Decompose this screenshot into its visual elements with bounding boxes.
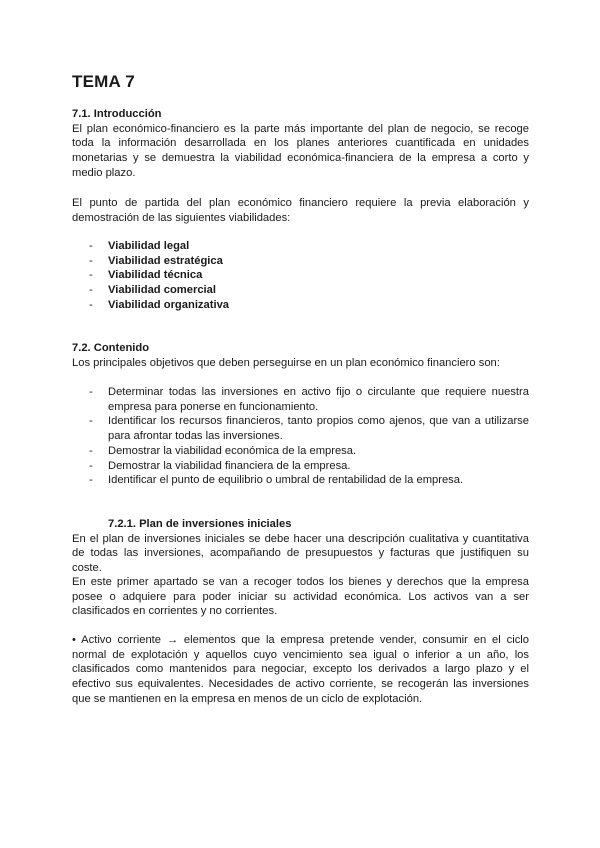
list-item: - Viabilidad estratégica (89, 254, 223, 267)
page-title: TEMA 7 (72, 72, 135, 91)
paragraph: Los principales objetivos que deben perseguirse en un plan económico financiero son: (72, 356, 500, 369)
list-item: - Viabilidad legal (89, 240, 190, 252)
section-7-1-paragraph-2 (72, 196, 529, 225)
section-7-2-1-paragraph-2 (72, 575, 529, 619)
section-heading: 7.1. Introducción (72, 108, 162, 120)
list-item: - Determinar todas las inversiones en activo fijo o circulante que requiere nuestra empresa para ponerse en funcionamiento. (89, 386, 529, 413)
list-item: - Viabilidad comercial (89, 284, 216, 297)
viabilities-list (72, 239, 529, 313)
paragraph: En este primer apartado se van a recoger todos los bienes y derechos que la empresa posee o adquiere para poder iniciar su actividad económica. Los activos van a ser clasificados en corrientes y no corrientes. (72, 576, 529, 618)
list-item: - Demostrar la viabilidad económica de la empresa. (89, 444, 357, 457)
list-item: - Identificar el punto de equilibrio o umbral de rentabilidad de la empresa. (89, 474, 464, 487)
list-item: - Identificar los recursos financieros, tanto propios como ajenos, que van a utilizarse para afrontar todas las inversiones. (89, 415, 529, 443)
list-item: - Viabilidad técnica (89, 269, 203, 282)
list-item: - Demostrar la viabilidad financiera de la empresa. (89, 459, 351, 472)
section-7-1 (72, 107, 529, 181)
list-item: - Viabilidad organizativa (89, 298, 230, 311)
paragraph: • Activo corriente → elementos que la empresa pretende vender, consumir en el ciclo normal de explotación y aquellos cuyo vencimiento sea igual o inferior a un año, los clasificados como mantenidos para negociar, excepto los derivados a largo plazo y el efectivo sus equivalentes. Necesidades de activo corriente, se recogerán las inversiones que se mantienen en la empresa en menos de un ciclo de explotación. (72, 634, 529, 705)
paragraph: El plan económico-financiero es la parte más importante del plan de negocio, se recoge toda la información desarrollada en los planes anteriores cuantificada en unidades monetarias y se demuestra la viabilidad económica-financiera de la empresa a corto y medio plazo. (72, 122, 529, 179)
paragraph: El punto de partida del plan económico financiero requiere la previa elaboración y demostración de las siguientes viabilidades: (72, 197, 529, 224)
section-heading: 7.2. Contenido (72, 342, 150, 354)
objectives-list (72, 385, 529, 488)
paragraph: En el plan de inversiones iniciales se debe hacer una descripción cualitativa y cuantitativa de todas las inversiones, acompañando de presupuestos y facturas que justifiquen su coste. (72, 532, 529, 575)
section-7-2-1-paragraph-3 (72, 633, 529, 707)
section-7-2-1 (72, 517, 529, 576)
section-7-2 (72, 341, 529, 370)
subsection-heading: 7.2.1. Plan de inversiones iniciales (108, 518, 292, 530)
